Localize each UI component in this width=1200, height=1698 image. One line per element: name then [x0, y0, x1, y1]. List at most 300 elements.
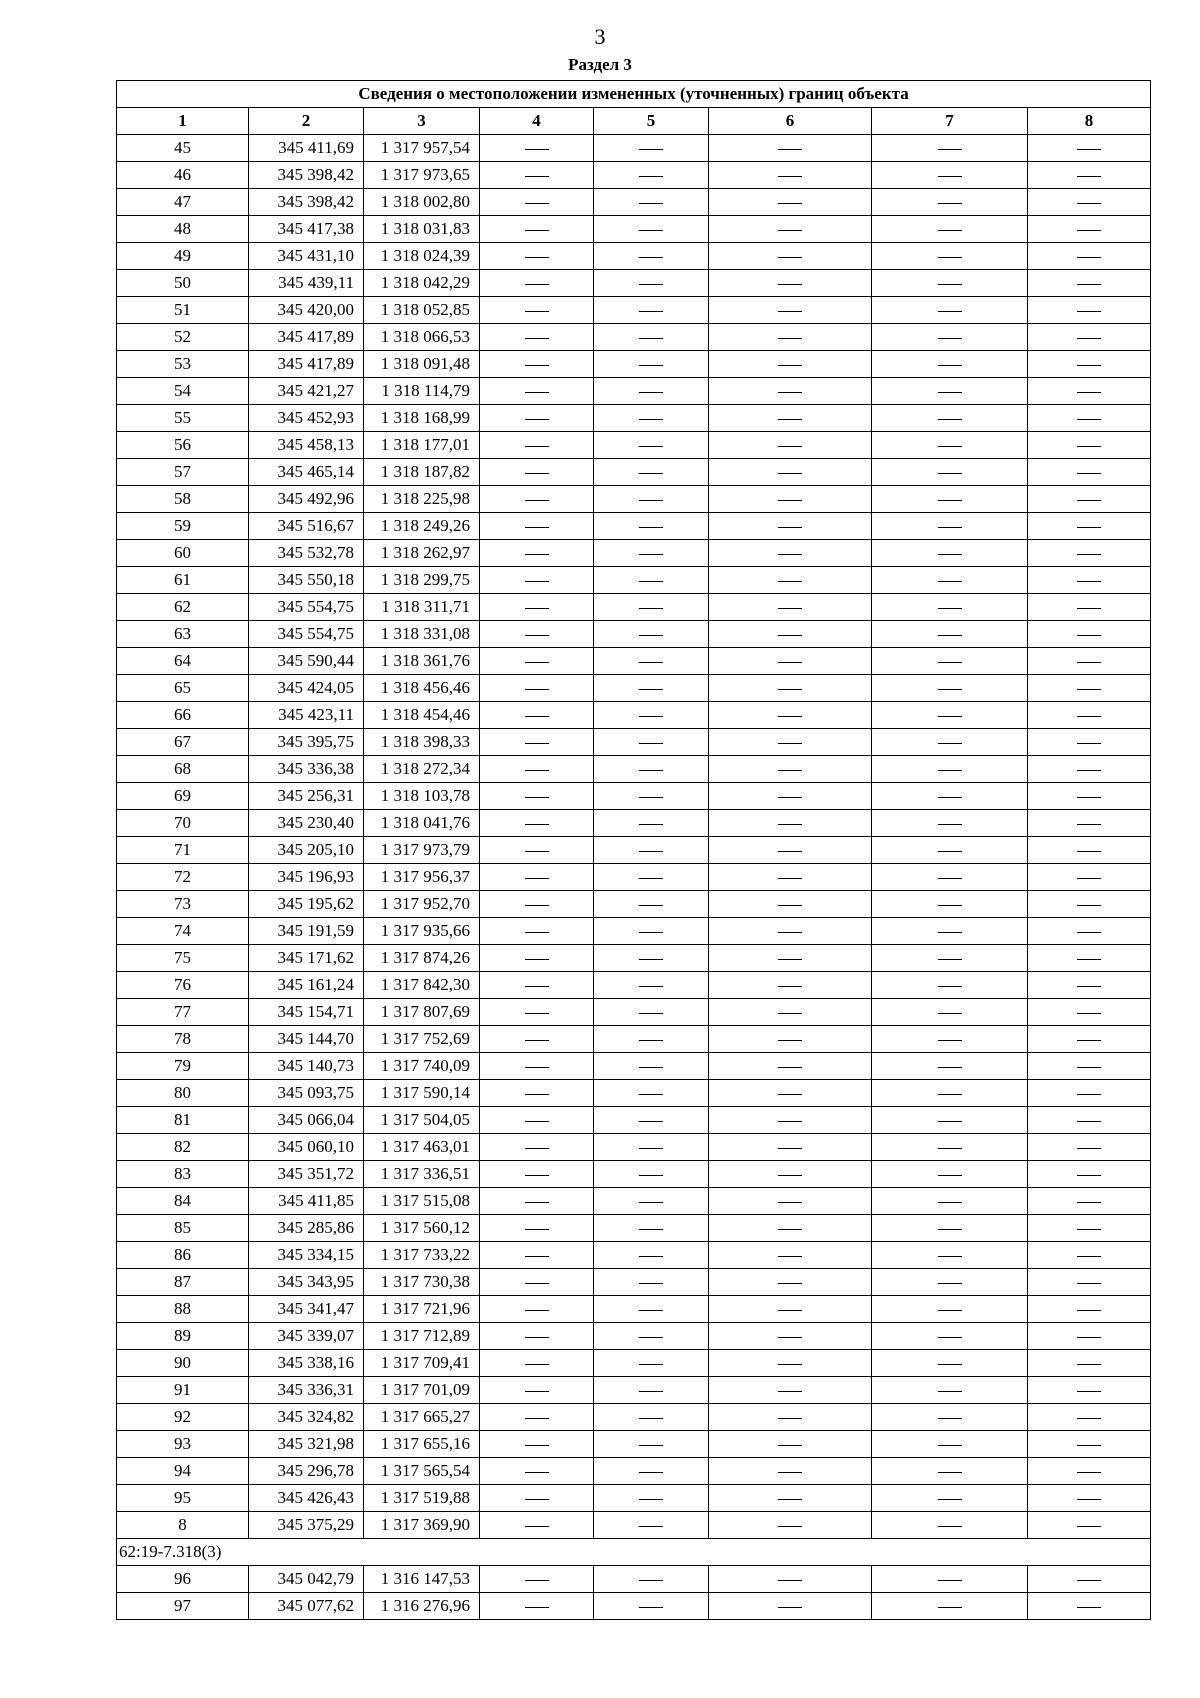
dash-mark — [639, 1094, 663, 1095]
empty-cell — [1028, 1188, 1151, 1215]
coordinate-x: 345 338,16 — [249, 1350, 364, 1377]
empty-cell — [480, 972, 594, 999]
empty-cell — [480, 1026, 594, 1053]
empty-cell — [594, 891, 709, 918]
point-number: 46 — [117, 162, 249, 189]
dash-mark — [778, 986, 802, 987]
point-number: 52 — [117, 324, 249, 351]
dash-mark — [1077, 1418, 1101, 1419]
point-number: 91 — [117, 1377, 249, 1404]
point-number: 65 — [117, 675, 249, 702]
empty-cell — [872, 459, 1028, 486]
dash-mark — [639, 203, 663, 204]
dash-mark — [778, 1013, 802, 1014]
empty-cell — [594, 1134, 709, 1161]
empty-cell — [709, 135, 872, 162]
dash-mark — [938, 284, 962, 285]
empty-cell — [480, 999, 594, 1026]
table-row — [117, 459, 1151, 486]
dash-mark — [639, 1202, 663, 1203]
empty-cell — [872, 486, 1028, 513]
coordinate-y: 1 318 002,80 — [364, 189, 480, 216]
dash-mark — [1077, 1202, 1101, 1203]
table-row — [117, 1593, 1151, 1620]
coordinate-y: 1 317 721,96 — [364, 1296, 480, 1323]
empty-cell — [594, 1458, 709, 1485]
empty-cell — [1028, 1458, 1151, 1485]
coordinate-y: 1 317 740,09 — [364, 1053, 480, 1080]
empty-cell — [872, 1161, 1028, 1188]
empty-cell — [480, 621, 594, 648]
empty-cell — [594, 729, 709, 756]
dash-mark — [938, 743, 962, 744]
coordinate-y: 1 318 091,48 — [364, 351, 480, 378]
dash-mark — [938, 905, 962, 906]
dash-mark — [525, 446, 549, 447]
empty-cell — [1028, 1269, 1151, 1296]
empty-cell — [594, 756, 709, 783]
dash-mark — [639, 284, 663, 285]
dash-mark — [525, 1040, 549, 1041]
dash-mark — [1077, 1391, 1101, 1392]
dash-mark — [778, 770, 802, 771]
empty-cell — [709, 432, 872, 459]
dash-mark — [525, 824, 549, 825]
table-row — [117, 864, 1151, 891]
coordinate-x: 345 205,10 — [249, 837, 364, 864]
empty-cell — [872, 1485, 1028, 1512]
dash-mark — [938, 1229, 962, 1230]
empty-cell — [594, 1296, 709, 1323]
dash-mark — [639, 851, 663, 852]
dash-mark — [778, 932, 802, 933]
dash-mark — [938, 1283, 962, 1284]
dash-mark — [639, 1472, 663, 1473]
empty-cell — [872, 567, 1028, 594]
dash-mark — [1077, 851, 1101, 852]
empty-cell — [709, 783, 872, 810]
table-row — [117, 1566, 1151, 1593]
dash-mark — [1077, 419, 1101, 420]
empty-cell — [594, 1242, 709, 1269]
empty-cell — [709, 1323, 872, 1350]
dash-mark — [938, 932, 962, 933]
empty-cell — [1028, 1404, 1151, 1431]
empty-cell — [480, 810, 594, 837]
page-number: 3 — [594, 24, 606, 49]
dash-mark — [525, 716, 549, 717]
coordinate-x: 345 285,86 — [249, 1215, 364, 1242]
dash-mark — [938, 392, 962, 393]
empty-cell — [594, 1269, 709, 1296]
table-row — [117, 1188, 1151, 1215]
dash-mark — [639, 770, 663, 771]
dash-mark — [1077, 446, 1101, 447]
empty-cell — [1028, 1161, 1151, 1188]
coordinate-y: 1 318 249,26 — [364, 513, 480, 540]
dash-mark — [938, 689, 962, 690]
dash-mark — [525, 932, 549, 933]
column-header: 2 — [249, 108, 364, 135]
coordinate-y: 1 318 225,98 — [364, 486, 480, 513]
dash-mark — [778, 554, 802, 555]
table-row — [117, 918, 1151, 945]
coordinate-y: 1 318 024,39 — [364, 243, 480, 270]
dash-mark — [778, 1607, 802, 1608]
empty-cell — [480, 945, 594, 972]
dash-mark — [938, 1580, 962, 1581]
point-number: 62 — [117, 594, 249, 621]
empty-cell — [1028, 270, 1151, 297]
empty-cell — [709, 1188, 872, 1215]
empty-cell — [594, 1107, 709, 1134]
empty-cell — [872, 1107, 1028, 1134]
empty-cell — [594, 918, 709, 945]
coordinate-y: 1 317 730,38 — [364, 1269, 480, 1296]
dash-mark — [938, 1337, 962, 1338]
coordinate-x: 345 375,29 — [249, 1512, 364, 1539]
dash-mark — [1077, 176, 1101, 177]
dash-mark — [525, 797, 549, 798]
dash-mark — [1077, 365, 1101, 366]
coordinate-x: 345 423,11 — [249, 702, 364, 729]
point-number: 90 — [117, 1350, 249, 1377]
empty-cell — [1028, 999, 1151, 1026]
dash-mark — [639, 176, 663, 177]
empty-cell — [1028, 459, 1151, 486]
dash-mark — [639, 986, 663, 987]
dash-mark — [938, 1067, 962, 1068]
dash-mark — [1077, 1148, 1101, 1149]
empty-cell — [594, 1026, 709, 1053]
empty-cell — [709, 1053, 872, 1080]
coordinate-x: 345 452,93 — [249, 405, 364, 432]
dash-mark — [525, 1391, 549, 1392]
dash-mark — [525, 473, 549, 474]
coordinate-y: 1 318 456,46 — [364, 675, 480, 702]
point-number: 45 — [117, 135, 249, 162]
point-number: 83 — [117, 1161, 249, 1188]
dash-mark — [938, 473, 962, 474]
table-row — [117, 837, 1151, 864]
empty-cell — [594, 486, 709, 513]
empty-cell — [480, 459, 594, 486]
dash-mark — [938, 257, 962, 258]
empty-cell — [872, 594, 1028, 621]
empty-cell — [480, 1269, 594, 1296]
empty-cell — [709, 594, 872, 621]
empty-cell — [594, 270, 709, 297]
empty-cell — [1028, 1485, 1151, 1512]
coordinate-x: 345 060,10 — [249, 1134, 364, 1161]
empty-cell — [1028, 135, 1151, 162]
empty-cell — [709, 945, 872, 972]
point-number: 95 — [117, 1485, 249, 1512]
dash-mark — [938, 986, 962, 987]
table-row — [117, 270, 1151, 297]
empty-cell — [709, 1377, 872, 1404]
empty-cell — [594, 864, 709, 891]
empty-cell — [480, 540, 594, 567]
coordinate-y: 1 317 655,16 — [364, 1431, 480, 1458]
dash-mark — [938, 1310, 962, 1311]
empty-cell — [872, 1053, 1028, 1080]
table-row — [117, 513, 1151, 540]
coordinate-x: 345 195,62 — [249, 891, 364, 918]
dash-mark — [525, 878, 549, 879]
empty-cell — [1028, 864, 1151, 891]
empty-cell — [480, 1350, 594, 1377]
dash-mark — [639, 1283, 663, 1284]
dash-mark — [525, 1580, 549, 1581]
dash-mark — [778, 527, 802, 528]
dash-mark — [1077, 338, 1101, 339]
dash-mark — [938, 1040, 962, 1041]
empty-cell — [709, 324, 872, 351]
empty-cell — [872, 540, 1028, 567]
dash-mark — [525, 1148, 549, 1149]
coordinate-y: 1 317 701,09 — [364, 1377, 480, 1404]
dash-mark — [639, 608, 663, 609]
empty-cell — [872, 135, 1028, 162]
coordinate-y: 1 317 369,90 — [364, 1512, 480, 1539]
empty-cell — [594, 1512, 709, 1539]
point-number: 58 — [117, 486, 249, 513]
dash-mark — [639, 1229, 663, 1230]
coordinate-y: 1 318 361,76 — [364, 648, 480, 675]
dash-mark — [938, 1148, 962, 1149]
empty-cell — [1028, 1215, 1151, 1242]
empty-cell — [480, 135, 594, 162]
table-row — [117, 702, 1151, 729]
empty-cell — [872, 1215, 1028, 1242]
point-number: 51 — [117, 297, 249, 324]
dash-mark — [639, 1067, 663, 1068]
empty-cell — [709, 270, 872, 297]
empty-cell — [872, 513, 1028, 540]
table-row — [117, 324, 1151, 351]
coordinate-x: 345 398,42 — [249, 162, 364, 189]
dash-mark — [525, 1499, 549, 1500]
table-row — [117, 540, 1151, 567]
dash-mark — [639, 716, 663, 717]
empty-cell — [1028, 1080, 1151, 1107]
empty-cell — [872, 189, 1028, 216]
empty-cell — [594, 162, 709, 189]
dash-mark — [639, 581, 663, 582]
empty-cell — [709, 486, 872, 513]
empty-cell — [480, 1377, 594, 1404]
table-row — [117, 1107, 1151, 1134]
empty-cell — [594, 837, 709, 864]
dash-mark — [938, 797, 962, 798]
coordinate-y: 1 317 952,70 — [364, 891, 480, 918]
empty-cell — [1028, 1512, 1151, 1539]
empty-cell — [594, 702, 709, 729]
point-number: 48 — [117, 216, 249, 243]
empty-cell — [709, 1404, 872, 1431]
empty-cell — [872, 1512, 1028, 1539]
empty-cell — [594, 1323, 709, 1350]
coordinate-x: 345 411,69 — [249, 135, 364, 162]
point-number: 49 — [117, 243, 249, 270]
point-number: 73 — [117, 891, 249, 918]
dash-mark — [525, 1607, 549, 1608]
dash-mark — [525, 1364, 549, 1365]
empty-cell — [1028, 324, 1151, 351]
table-row — [117, 216, 1151, 243]
dash-mark — [1077, 1499, 1101, 1500]
dash-mark — [525, 149, 549, 150]
dash-mark — [938, 635, 962, 636]
table-row — [117, 1458, 1151, 1485]
empty-cell — [709, 621, 872, 648]
table-body — [117, 135, 1151, 1620]
empty-cell — [872, 945, 1028, 972]
table-row — [117, 999, 1151, 1026]
dash-mark — [778, 662, 802, 663]
point-number: 70 — [117, 810, 249, 837]
empty-cell — [709, 189, 872, 216]
dash-mark — [778, 608, 802, 609]
point-number: 63 — [117, 621, 249, 648]
dash-mark — [639, 1310, 663, 1311]
empty-cell — [480, 189, 594, 216]
coordinate-y: 1 317 515,08 — [364, 1188, 480, 1215]
empty-cell — [872, 1188, 1028, 1215]
empty-cell — [872, 1458, 1028, 1485]
empty-cell — [709, 1107, 872, 1134]
dash-mark — [639, 1580, 663, 1581]
coordinate-x: 345 465,14 — [249, 459, 364, 486]
dash-mark — [778, 1121, 802, 1122]
table-row — [117, 1431, 1151, 1458]
empty-cell — [594, 1215, 709, 1242]
empty-cell — [594, 378, 709, 405]
dash-mark — [1077, 149, 1101, 150]
dash-mark — [1077, 1094, 1101, 1095]
dash-mark — [639, 824, 663, 825]
empty-cell — [1028, 1431, 1151, 1458]
dash-mark — [938, 1121, 962, 1122]
table-row — [117, 648, 1151, 675]
coordinate-x: 345 093,75 — [249, 1080, 364, 1107]
dash-mark — [525, 1418, 549, 1419]
dash-mark — [639, 743, 663, 744]
empty-cell — [709, 405, 872, 432]
empty-cell — [1028, 351, 1151, 378]
column-header: 1 — [117, 108, 249, 135]
empty-cell — [709, 972, 872, 999]
dash-mark — [639, 1499, 663, 1500]
empty-cell — [1028, 486, 1151, 513]
coordinate-x: 345 334,15 — [249, 1242, 364, 1269]
empty-cell — [709, 513, 872, 540]
empty-cell — [709, 1458, 872, 1485]
empty-cell — [480, 1566, 594, 1593]
empty-cell — [872, 351, 1028, 378]
dash-mark — [1077, 770, 1101, 771]
empty-cell — [480, 324, 594, 351]
empty-cell — [709, 1350, 872, 1377]
dash-mark — [525, 608, 549, 609]
coordinate-x: 345 431,10 — [249, 243, 364, 270]
dash-mark — [1077, 743, 1101, 744]
empty-cell — [480, 1053, 594, 1080]
coordinate-x: 345 336,31 — [249, 1377, 364, 1404]
coordinate-x: 345 590,44 — [249, 648, 364, 675]
dash-mark — [525, 986, 549, 987]
coordinate-y: 1 317 733,22 — [364, 1242, 480, 1269]
empty-cell — [709, 1215, 872, 1242]
dash-mark — [525, 500, 549, 501]
empty-cell — [594, 297, 709, 324]
empty-cell — [709, 1593, 872, 1620]
point-number: 93 — [117, 1431, 249, 1458]
empty-cell — [594, 972, 709, 999]
empty-cell — [594, 513, 709, 540]
dash-mark — [778, 1229, 802, 1230]
table-row — [117, 1269, 1151, 1296]
empty-cell — [480, 594, 594, 621]
dash-mark — [938, 176, 962, 177]
dash-mark — [525, 743, 549, 744]
dash-mark — [1077, 1472, 1101, 1473]
dash-mark — [525, 662, 549, 663]
empty-cell — [872, 1242, 1028, 1269]
dash-mark — [1077, 1229, 1101, 1230]
dash-mark — [525, 581, 549, 582]
dash-mark — [525, 1337, 549, 1338]
dash-mark — [778, 1337, 802, 1338]
empty-cell — [480, 1107, 594, 1134]
dash-mark — [1077, 230, 1101, 231]
empty-cell — [480, 1512, 594, 1539]
dash-mark — [778, 1310, 802, 1311]
empty-cell — [480, 675, 594, 702]
coordinate-x: 345 458,13 — [249, 432, 364, 459]
empty-cell — [1028, 1377, 1151, 1404]
empty-cell — [872, 621, 1028, 648]
empty-cell — [480, 918, 594, 945]
point-number: 74 — [117, 918, 249, 945]
coordinate-y: 1 317 665,27 — [364, 1404, 480, 1431]
coordinate-y: 1 318 114,79 — [364, 378, 480, 405]
dash-mark — [938, 527, 962, 528]
point-number: 53 — [117, 351, 249, 378]
dash-mark — [778, 1202, 802, 1203]
dash-mark — [639, 878, 663, 879]
coordinate-y: 1 318 311,71 — [364, 594, 480, 621]
dash-mark — [778, 1580, 802, 1581]
empty-cell — [480, 567, 594, 594]
empty-cell — [594, 1053, 709, 1080]
empty-cell — [594, 243, 709, 270]
empty-cell — [872, 810, 1028, 837]
coordinates-table — [116, 80, 1151, 1620]
coordinate-x: 345 516,67 — [249, 513, 364, 540]
table-row — [117, 432, 1151, 459]
empty-cell — [709, 1269, 872, 1296]
empty-cell — [594, 1566, 709, 1593]
table-row — [117, 1026, 1151, 1053]
coordinate-y: 1 318 042,29 — [364, 270, 480, 297]
empty-cell — [709, 864, 872, 891]
empty-cell — [709, 999, 872, 1026]
empty-cell — [594, 810, 709, 837]
section-title: Раздел 3 — [568, 55, 632, 74]
empty-cell — [1028, 378, 1151, 405]
